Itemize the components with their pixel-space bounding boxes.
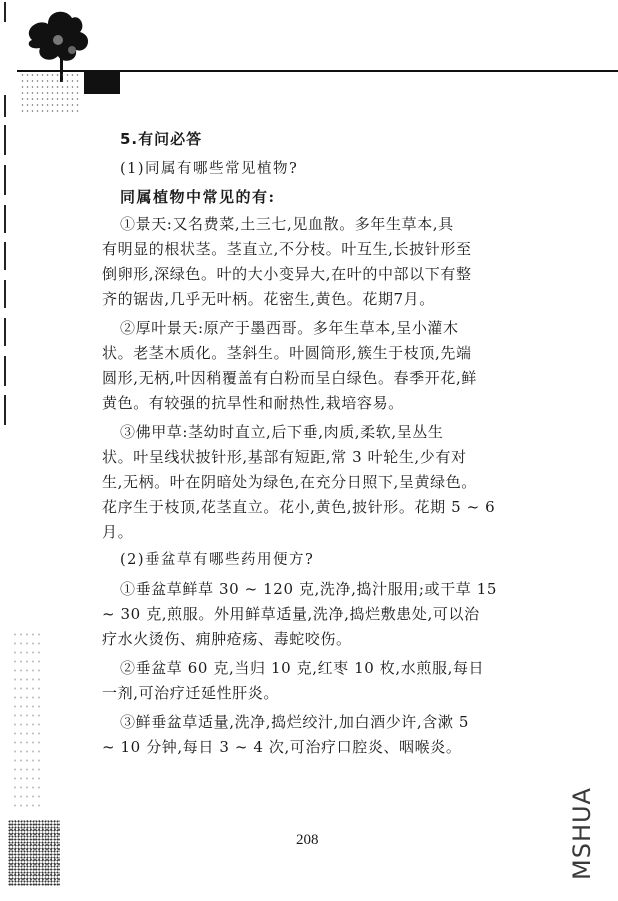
margin-bar [4,395,6,425]
plant-item-2: ②厚叶景天:原产于墨西哥。多年生草本,呈小灌木 状。老茎木质化。茎斜生。叶圆筒形,簇生于枝顶,先端 圆形,无柄,叶因稍覆盖有白粉而呈白绿色。春季开花,鲜 黄色。有较强的抗旱性和耐热性,栽培容易。 [102,319,477,412]
remedy-item-2: ②垂盆草 60 克,当归 10 克,红枣 10 枚,水煎服,每日 一剂,可治疗迁延性肝炎。 [102,659,485,702]
scan-speckle [20,72,80,112]
remedy-item-1: ①垂盆草鲜草 30 ~ 120 克,洗净,捣汁服用;或干草 15 ~ 30 克,煎服。外用鲜草适量,洗净,捣烂敷患处,可以治 疗水火烫伤、痈肿疮疡、毒蛇咬伤。 [102,580,498,648]
plant-item-3: ③佛甲草:茎幼时直立,后下垂,肉质,柔软,呈丛生 状。叶呈线状披针形,基部有短距,常 3 叶轮生,少有对 生,无柄。叶在阴暗处为绿色,在充分日照下,呈黄绿色。 花序生于枝顶,花茎直立。花小,黄色,披针形。花期 5 ~ 6 月。 [102,423,496,541]
margin-bar [4,242,6,270]
margin-bar [4,280,6,308]
margin-bar [4,356,6,386]
section-title: 5.有问必答 [120,130,203,148]
answer-lead: 同属植物中常见的有: [120,188,276,206]
scan-noise-dots [12,630,42,810]
margin-bar [4,205,6,233]
watermark: MSHUA [568,787,596,880]
header-block [84,70,120,94]
margin-bar [4,165,6,195]
margin-bar [4,318,6,346]
remedy-item-3: ③鲜垂盆草适量,洗净,捣烂绞汁,加白酒少许,含漱 5 ~ 10 分钟,每日 3 ~ 4 次,可治疗口腔炎、咽喉炎。 [102,713,469,756]
margin-bar [4,125,6,155]
plant-item-1: ①景天:又名费菜,土三七,见血散。多年生草本,具 有明显的根状茎。茎直立,不分枝。叶互生,长披针形至 倒卵形,深绿色。叶的大小变异大,在叶的中部以下有整 齐的锯齿,几乎无叶柄。花密生,黄色。花期7月。 [102,215,472,308]
margin-bar [4,95,6,117]
page-number: 208 [296,832,319,848]
scan-noise-block [8,820,60,886]
margin-bar [4,2,6,22]
question-1: (1)同属有哪些常见植物? [120,161,299,177]
page-content [102,128,560,764]
question-2: (2)垂盆草有哪些药用便方? [120,552,315,568]
